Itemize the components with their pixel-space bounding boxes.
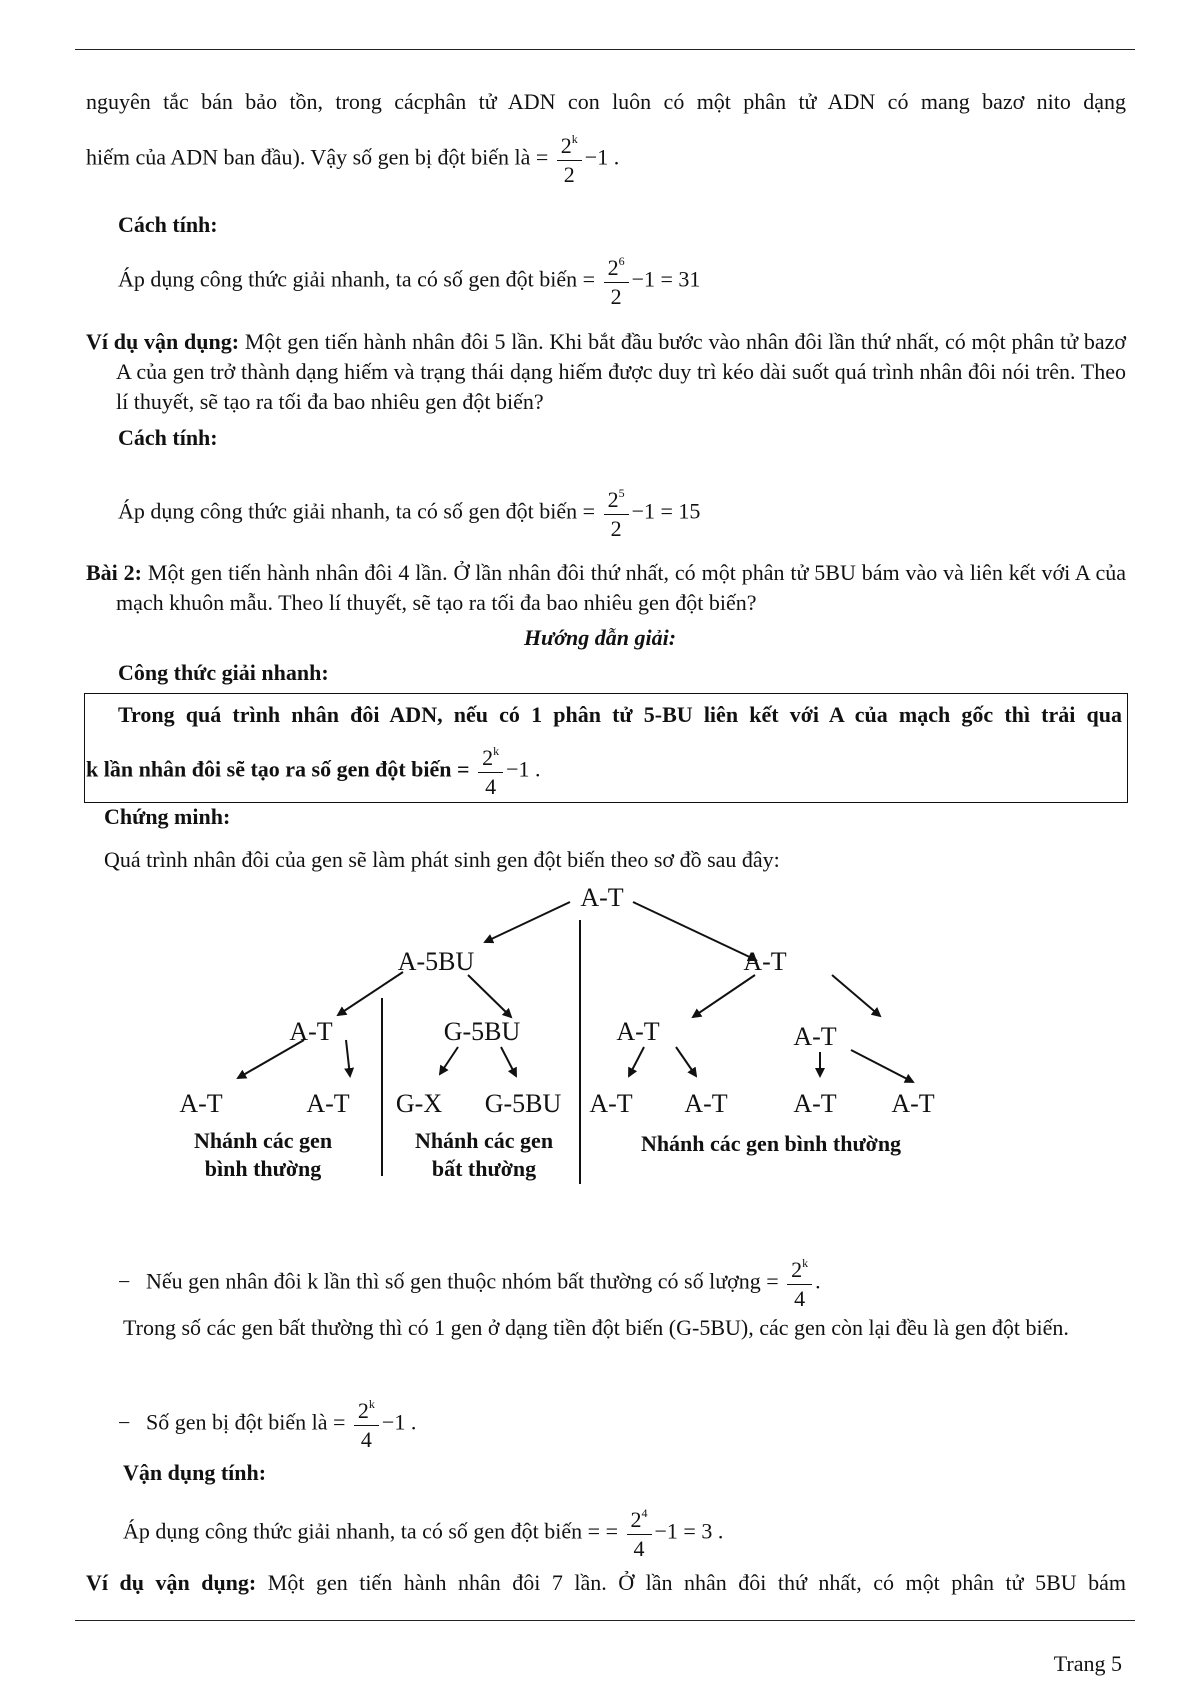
example-line: Ví dụ vận dụng: Một gen tiến hành nhân đôi 7 lần. Ở lần nhân đôi thứ nhất, có một phân tử 5BU bám xyxy=(86,1570,1127,1595)
section-heading: Vận dụng tính: xyxy=(123,1460,267,1485)
leaf: A-T xyxy=(589,1089,633,1118)
leaf: A-T xyxy=(891,1089,935,1118)
formula-box-line-with-formula: k lần nhân đôi sẽ tạo ra số gen đột biến = $\frac{2^k}{4}$ −1 . xyxy=(86,744,541,799)
leaf: G-X xyxy=(395,1089,443,1118)
arrow xyxy=(676,1047,696,1076)
arrow xyxy=(693,975,755,1017)
node-r2: A-T xyxy=(793,1022,837,1051)
formula-box-line: Trong quá trình nhân đôi ADN, nếu có 1 phân tử 5-BU liên kết với A của mạch gốc thì trải qua xyxy=(118,702,1122,727)
branch-label: bình thường xyxy=(204,1156,322,1181)
formula-line: Áp dụng công thức giải nhanh, ta có số gen đột biến = $\frac{2^6}{2}$ −1 = 31 xyxy=(118,254,701,309)
exercise-paragraph: Bài 2: Một gen tiến hành nhân đôi 4 lần. Ở lần nhân đôi thứ nhất, có một phân tử 5BU bám vào và liên kết với A của mạch khuôn mẫu. Theo lí thuyết, sẽ tạo ra tối đa bao nhiêu gen đột biến? xyxy=(86,560,1126,615)
fraction: $\frac{2^5}{2}$ xyxy=(604,487,629,540)
paragraph-line-with-formula: hiếm của ADN ban đầu). Vậy số gen bị đột biến là = $\frac{2^k}{2}$ −1 . xyxy=(86,132,620,187)
arrow xyxy=(832,975,880,1016)
header-rule xyxy=(75,49,1135,50)
arrow xyxy=(633,902,756,960)
footer-rule xyxy=(75,1620,1135,1621)
arrow xyxy=(629,1047,644,1076)
branch-label: bất thường xyxy=(431,1156,537,1181)
arrow xyxy=(468,975,511,1017)
branch-label: Nhánh các gen bình thường xyxy=(640,1131,902,1156)
guide-heading: Hướng dẫn giải: xyxy=(523,625,677,650)
node-left-mid: A-5BU xyxy=(397,947,475,976)
section-heading: Công thức giải nhanh: xyxy=(118,660,329,685)
arrow xyxy=(338,972,403,1015)
formula-line: Áp dụng công thức giải nhanh, ta có số gen đột biến = = $\frac{2^4}{4}$ −1 = 3 . xyxy=(123,1506,724,1561)
bullet-line: − Nếu gen nhân đôi k lần thì số gen thuộc nhóm bất thường có số lượng = $\frac{2^k}{4}$ . xyxy=(118,1256,821,1311)
leaf: A-T xyxy=(793,1089,837,1118)
fraction: $\frac{2^k}{4}$ xyxy=(354,1398,379,1451)
fraction: $\frac{2^k}{2}$ xyxy=(557,133,582,186)
node-right-mid: A-T xyxy=(743,947,787,976)
node-l1: A-T xyxy=(289,1017,333,1046)
arrow xyxy=(485,902,570,942)
example-paragraph: Ví dụ vận dụng: Một gen tiến hành nhân đôi 5 lần. Khi bắt đầu bước vào nhân đôi lần thứ nhất, có một phân tử bazơ A của gen trở thành dạng hiếm và trạng thái dạng hiếm được duy trì kéo dài suốt quá trình nhân đôi nói trên. Theo lí thuyết, sẽ tạo ra tối đa bao nhiêu gen đột biến? xyxy=(86,329,1127,414)
proof-intro: Quá trình nhân đôi của gen sẽ làm phát sinh gen đột biến theo sơ đồ sau đây: xyxy=(104,847,780,872)
arrow xyxy=(501,1047,516,1076)
formula-line: Áp dụng công thức giải nhanh, ta có số gen đột biến = $\frac{2^5}{2}$ −1 = 15 xyxy=(118,486,701,541)
branch-label: Nhánh các gen xyxy=(414,1128,554,1153)
section-heading: Cách tính: xyxy=(118,212,218,237)
arrow xyxy=(440,1047,458,1074)
page-number: Trang 5 xyxy=(1053,1651,1122,1676)
branch-label: Nhánh các gen xyxy=(193,1128,333,1153)
fraction: $\frac{2^k}{4}$ xyxy=(787,1257,812,1310)
node-r1: A-T xyxy=(616,1017,660,1046)
paragraph-line: nguyên tắc bán bảo tồn, trong cácphân tử ADN con luôn có một phân tử ADN có mang bazơ nito dạng xyxy=(86,89,1126,114)
proof-paragraph: Trong số các gen bất thường thì có 1 gen ở dạng tiền đột biến (G-5BU), các gen còn lại đều là gen đột biến. xyxy=(123,1315,1069,1340)
fraction: $\frac{2^6}{2}$ xyxy=(604,255,629,308)
leaf: A-T xyxy=(306,1089,350,1118)
arrow xyxy=(346,1040,350,1076)
fraction: $\frac{2^4}{4}$ xyxy=(627,1507,652,1560)
node-root: A-T xyxy=(580,883,624,912)
replication-diagram xyxy=(178,880,1028,1200)
bullet-line: − Số gen bị đột biến là = $\frac{2^k}{4}$ −1 . xyxy=(118,1397,417,1452)
section-heading: Chứng minh: xyxy=(104,804,231,829)
leaf: A-T xyxy=(179,1089,223,1118)
leaf: A-T xyxy=(684,1089,728,1118)
node-l2: G-5BU xyxy=(443,1017,521,1046)
section-heading: Cách tính: xyxy=(118,425,218,450)
arrow xyxy=(851,1050,913,1082)
leaf: G-5BU xyxy=(484,1089,562,1118)
fraction: $\frac{2^k}{4}$ xyxy=(478,745,503,798)
